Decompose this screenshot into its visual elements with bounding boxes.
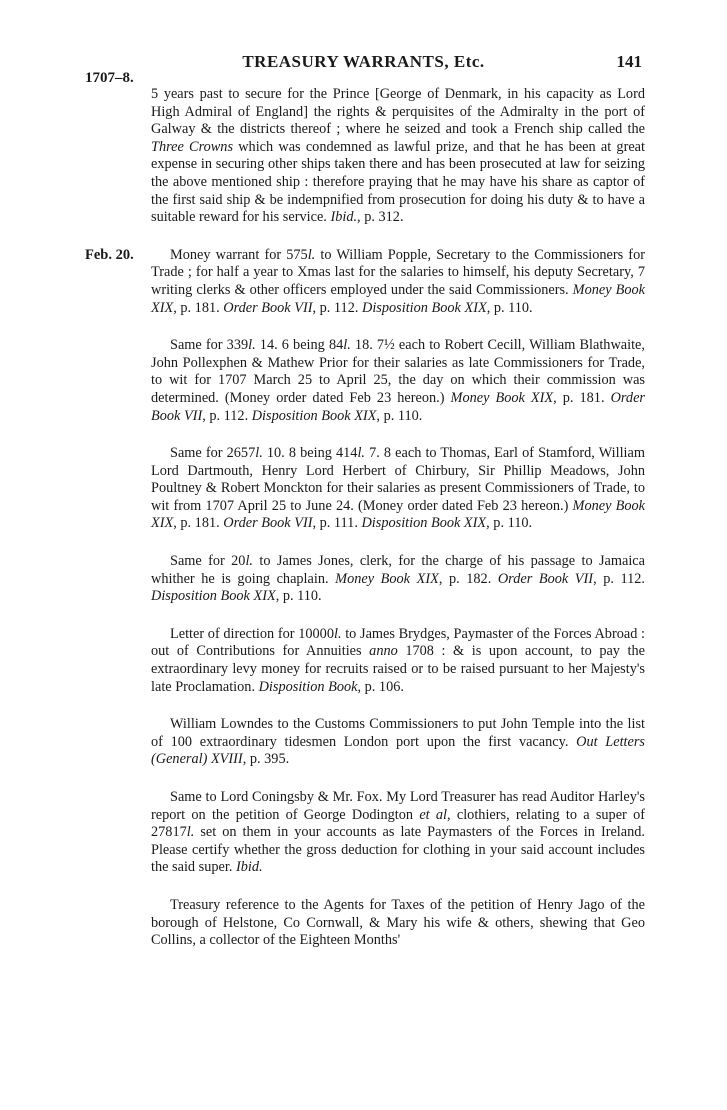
italic-reference: Money Book XIX [151,281,645,316]
text-segment: 18. 7½ each to Robert Cecill, William Blathwaite, John Pollexphen & Mathew Prior for their salaries as late Commissioners for Trade, to wit for 1707 March 25 to April 25, the day on which their commission was determined. (Money order dated Feb 23 hereon.) [151,337,645,406]
entry-text [151,445,645,533]
italic-reference: l. [186,824,195,841]
entry-text [151,247,645,317]
text-segment: , p. 181. [553,389,611,406]
text-segment: , p. 112. [593,570,645,587]
text-segment: Same to Lord Coningsby & Mr. Fox. My Lord Treasurer has read Auditor Harley's report on the petition of George Dodington [151,789,645,823]
entry-text [151,789,645,877]
italic-reference: Ibid. [235,859,263,876]
italic-reference: Disposition Book [258,678,358,695]
italic-reference: Money Book XIX [450,389,554,406]
text-segment: , p. 110. [376,407,423,424]
entry [151,789,645,877]
text-segment: 5 years past to secure for the Prince [George of Denmark, in his capacity as Lord High Admiral of England] the rights & perquisites of the Admiralty in the port of Galway & the districts thereof ; where he seized and took a French ship called the [151,86,645,138]
text-segment: Letter of direction for 10000 [170,625,334,642]
text-segment: , p. 112. [312,299,362,316]
italic-reference: Out Letters (General) XVIII [151,733,645,768]
text-segment: , p. 106. [357,678,404,695]
italic-reference: l. [357,445,365,462]
text-segment: 14. 6 being 84 [255,337,344,354]
italic-reference: l. [245,553,253,570]
entry [151,897,645,950]
text-segment: Treasury reference to the Agents for Taxes of the petition of Henry Jago of the borough of Helstone, Co Cornwall, & Mary his wife & others, shewing that Geo Collins, a collector of the Eighteen Months' [151,896,645,949]
italic-reference: Three Crowns [151,138,234,155]
italic-reference: Disposition Book XIX [362,299,487,316]
text-segment: set on them in your accounts as late Paymasters of the Forces in Ireland. Please certify whether the gross deduction for clothing in your said account includes the said super. [151,824,645,876]
italic-reference: Order Book VII [223,299,313,316]
text-segment: 10. 8 being 414 [262,445,358,462]
entry [151,716,645,769]
entry-text [151,716,645,769]
italic-reference: l. [307,246,316,263]
italic-reference: l. [343,337,351,354]
page-number: 141 [616,52,642,71]
text-segment: , p. 110. [486,515,533,532]
italic-reference: Disposition Book XIX [151,588,276,605]
entry-text [151,553,645,606]
italic-reference: Money Book XIX [335,570,439,587]
text-segment: Money warrant for 575 [170,246,308,263]
text-segment: to William Popple, Secretary to the Commissioners for Trade ; for half a year to Xmas last for the salaries to himself, his deputy Secretary, 7 writing clerks & other officers employed under the said Commissioners. [151,246,645,298]
text-segment: Same for 339 [170,337,249,354]
entry [151,86,645,227]
text-segment: , p. 312. [357,209,404,226]
text-segment: 7. 8 each to Thomas, Earl of Stamford, William Lord Dartmouth, Henry Lord Herbert of Chirbury, Sir Phillip Meadows, John Poultney & Robert Monckton for their salaries as present Commissioners of Trade, to wit from 1707 April 25 to June 24. (Money order dated Feb 23 hereon.) [151,445,645,514]
year-label: 1707–8. [85,70,134,86]
text-segment: , p. 181. [173,515,224,532]
text-segment: William Lowndes to the Customs Commissioners to put John Temple into the list of 100 extraordinary tidesmen London port upon the first vacancy. [151,716,645,750]
italic-reference: l. [248,337,256,354]
entry-text [151,897,645,950]
entry-text [151,86,645,227]
entry-text [151,337,645,425]
italic-reference: Order Book VII [223,515,313,532]
text-segment: Same for 2657 [170,445,256,462]
italic-reference: Disposition Book XIX [361,515,487,532]
entry [85,246,645,317]
italic-reference: et al [419,806,448,823]
text-segment: which was condemned as lawful prize, and that he has been at great expense in securing other ships taken there and has been prosecuted at law for seizing the above mentioned ship : therefore praying that he may have his share as captor of the first said ship & be indempnified from prosecution for doing his duty & to have a suitable reward for his service. [151,138,645,226]
running-title: TREASURY WARRANTS, Etc. [242,52,485,71]
entry [151,337,645,425]
entry [151,553,645,606]
entry-date: Feb. 20. [85,246,134,263]
text-segment: , p. 110. [486,299,533,316]
text-segment: , p. 112. [202,407,252,424]
entry [151,626,645,696]
entry-text [151,626,645,696]
text-segment: to James Jones, clerk, for the charge of his passage to Jamaica whither he is going chaplain. [151,553,645,587]
italic-reference: Order Book VII [151,389,645,424]
italic-reference: anno [369,643,398,660]
text-segment: , p. 110. [275,588,322,605]
text-segment: to James Brydges, Paymaster of the Forces Abroad : out of Contributions for Annuities [151,625,646,660]
text-segment: , p. 395. [242,751,290,768]
text-segment: , p. 182. [438,570,498,587]
text-segment: , p. 181. [173,299,224,316]
document-body [85,86,646,970]
italic-reference: Money Book XIX [151,497,645,532]
italic-reference: Ibid. [330,209,358,226]
italic-reference: Disposition Book XIX [251,407,377,424]
italic-reference: l. [333,625,342,642]
italic-reference: l. [255,445,263,462]
text-segment: , p. 111. [312,515,362,532]
entry [151,445,645,533]
text-segment: , clothiers, relating to a super of 27817 [151,806,645,841]
text-segment: Same for 20 [170,553,246,570]
text-segment: 1708 : & is upon account, to pay the extraordinary levy money for recruits raised or to be raised pursuant to her Majesty's late Proclamation. [151,643,645,695]
italic-reference: Order Book VII [497,570,594,587]
